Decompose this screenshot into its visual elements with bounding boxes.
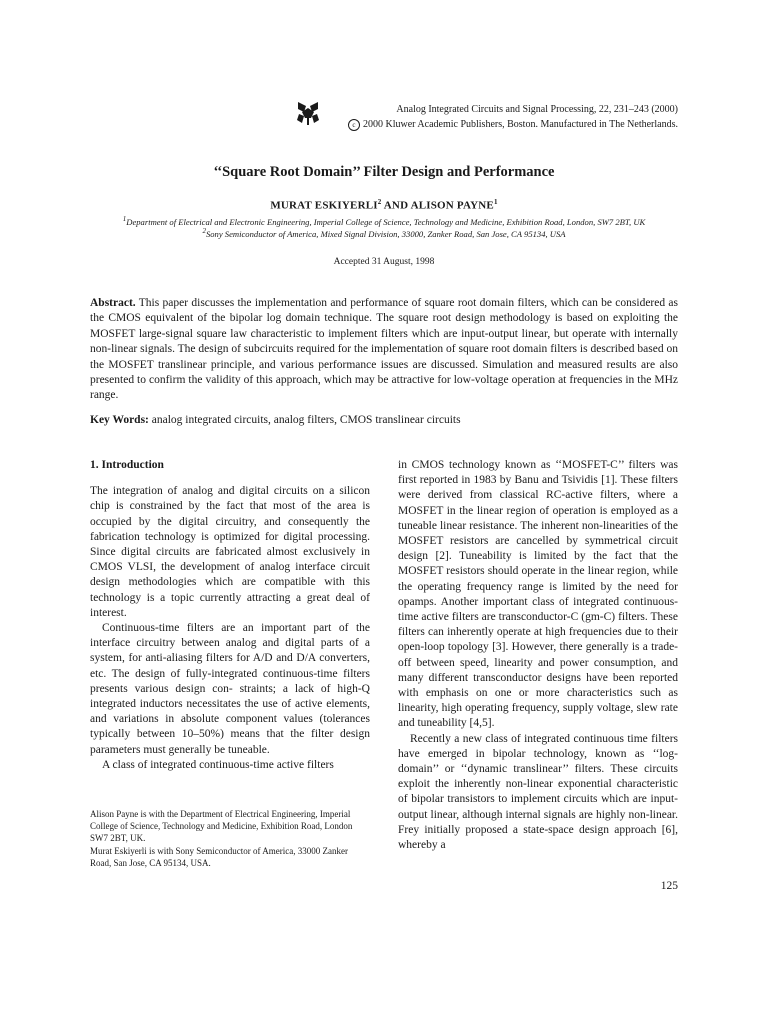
left-column	[90, 458, 370, 773]
affil-mark: 2	[202, 227, 206, 235]
paper-title: ‘‘Square Root Domain’’ Filter Design and Performance	[213, 164, 555, 180]
copyright-text: 2000 Kluwer Academic Publishers, Boston. Manufactured in The Netherlands.	[362, 119, 678, 130]
keywords	[90, 413, 678, 428]
journal-copyright	[348, 117, 678, 132]
affil-text: Department of Electrical and Electronic Engineering, Imperial College of Science, Technology and Medicine, Exhibition Road, London, SW7 2BT, UK	[126, 216, 646, 227]
footnote: Alison Payne is with the Department of Electrical Engineering, Imperial College of Science, Technology and Medicine, Exhibition Road, London SW7 2BT, UK.	[90, 809, 353, 844]
keywords-text: analog integrated circuits, analog filters, CMOS translinear circuits	[151, 414, 461, 426]
author-connector: AND	[381, 199, 411, 212]
right-column	[398, 458, 678, 853]
publisher-logo-icon	[296, 100, 320, 126]
paragraph: The integration of analog and digital circuits on a silicon chip is constrained by the fact that most of the area is occupied by the digital circuitry, and consequently the fabrication technology is optimized for digital processing. Since digital circuits are fabricated almost exclusively in CMOS VLSI, the development of analog interface circuit design methodologies which are compatible with this technology is a topic currently attracting a great deal of interest.	[90, 485, 370, 619]
author-affil-mark: 1	[493, 198, 498, 206]
abstract-label: Abstract.	[90, 297, 136, 309]
paragraph: in CMOS technology known as ‘‘MOSFET-C’’ filters was first reported in 1983 by Banu and Tsividis [1]. These filters were derived from classical RC-active filters, where a MOSFET in the linear region of operation is employed as a tuneable linear resistance. The inherent non-linearities of the MOSFET resistors are cancelled by symmetrical circuit design [2]. Tuneability is limited by the fact that the MOSFET resistors should operate in the linear region, while the operating frequency range is limited by the need for opamps. Another important class of integrated continuous-time active filters are transconductor-C (gm-C) filters. These filters can inherently operate at high frequencies due to their open-loop topology [3]. However, there generally is a trade-off between speed, linearity and power consumption, and many different transconductor designs have been reported with emphasis on one or more characteristics such as linearity, high operating frequency, supply voltage, slew rate and tuneability [4,5].	[398, 459, 678, 730]
paragraph: A class of integrated continuous-time active filters	[102, 758, 334, 771]
author-affil-mark: 2	[377, 198, 382, 206]
author-list	[0, 198, 768, 212]
section-heading: 1. Introduction	[90, 459, 164, 471]
affiliation	[0, 227, 768, 239]
page-number: 125	[660, 880, 678, 892]
author-name: ALISON PAYNE	[410, 199, 494, 212]
copyright-icon: c	[348, 119, 360, 131]
affil-text: Sony Semiconductor of America, Mixed Signal Division, 33000, Zanker Road, San Jose, CA 95134, USA	[205, 228, 566, 239]
footnote: Murat Eskiyerli is with Sony Semiconductor of America, 33000 Zanker Road, San Jose, CA 95134, USA.	[90, 845, 348, 868]
author-name: MURAT ESKIYERLI	[270, 199, 378, 212]
accepted-date: Accepted 31 August, 1998	[333, 257, 435, 267]
journal-info	[348, 102, 678, 132]
journal-citation: Analog Integrated Circuits and Signal Processing, 22, 231–243 (2000)	[396, 104, 678, 115]
footnotes	[90, 808, 370, 869]
paragraph: Continuous-time filters are an important part of the interface circuitry between analog and digital parts of a system, for anti-aliasing filters for A/D and D/A converters, etc. The design of fully-integrated continuous-time filters presents various design con- straints; a lack of high-Q integrated inductors necessitates the use of active elements, and variations in absolute component values (tolerances typically between 10–50%) means that the filter design parameters must generally be tuneable.	[90, 622, 370, 756]
abstract-text: This paper discusses the implementation and performance of square root domain filters, which can be considered as the CMOS equivalent of the bipolar log domain technique. The square root design methodology is based on exploiting the MOSFET large-signal square law characteristic to implement filters which are input-output linear, but operate with internally non-linear signals. The design of subcircuits required for the implementation of square root domain filters is described based on the MOSFET translinear principle, and various performance issues are discussed. Simulation and measured results are also presented to confirm the validity of this approach, which may be attractive for low-voltage operation at frequencies in the MHz range.	[90, 297, 679, 402]
affiliation	[0, 215, 768, 227]
affil-mark: 1	[122, 215, 127, 223]
keywords-label: Key Words:	[90, 414, 149, 426]
abstract	[90, 296, 678, 404]
paragraph: Recently a new class of integrated continuous time filters have emerged in bipolar technology, known as ‘‘log-domain’’ or ‘‘dynamic translinear’’ filters. These circuits exploit the inherently non-linear exponential characteristic of bipolar transistors to implement circuits which are input-output linear, although internal signals are highly non-linear. Frey initially proposed a state-space design approach [6], whereby a	[398, 732, 678, 852]
